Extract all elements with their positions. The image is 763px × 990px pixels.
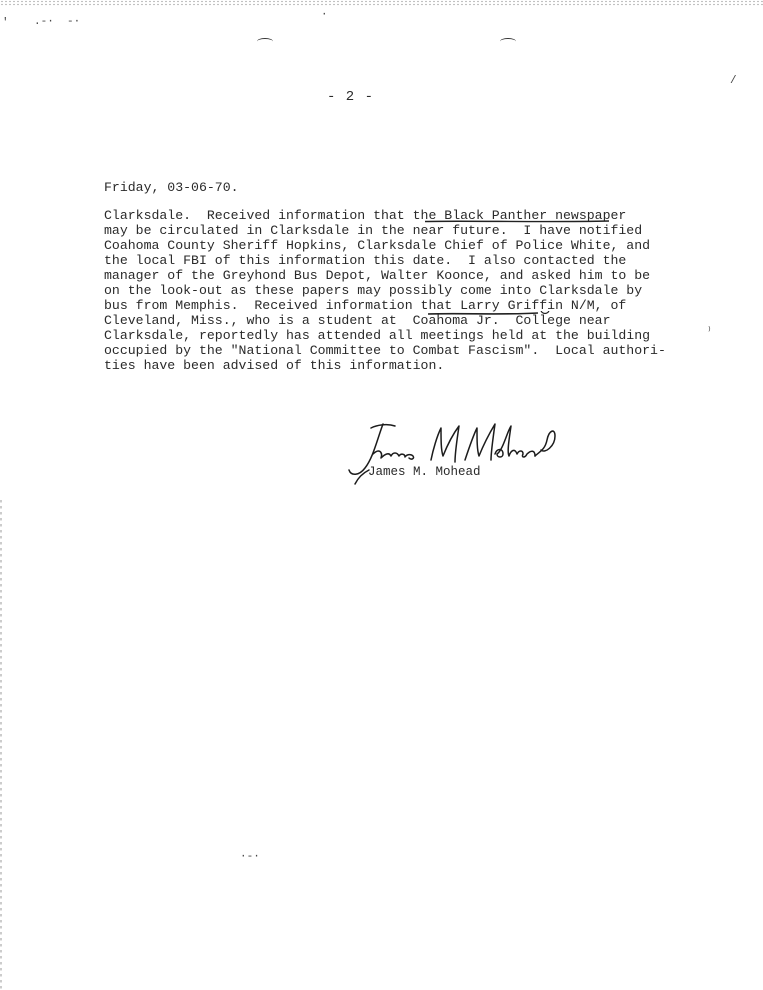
page-number: - 2 - xyxy=(327,89,375,105)
paragraph-line: Clarksdale, reportedly has attended all meetings held at the building xyxy=(104,328,651,343)
punch-hole-mark xyxy=(500,38,516,45)
paragraph-line: ties have been advised of this information. xyxy=(104,358,445,373)
scan-speck: -· xyxy=(67,16,81,28)
paragraph-line: manager of the Greyhond Bus Depot, Walter Koonce, and asked him to be xyxy=(104,268,651,283)
scan-speck: .-· xyxy=(34,16,54,28)
punch-hole-mark xyxy=(257,38,273,45)
paragraph-line: the local FBI of this information this date. I also contacted the xyxy=(104,253,627,268)
scan-edge-noise xyxy=(0,500,2,990)
paragraph-line: Coahoma County Sheriff Hopkins, Clarksdale Chief of Police White, and xyxy=(104,238,651,253)
handwritten-underline xyxy=(428,311,552,317)
paragraph-line: may be circulated in Clarksdale in the near future. I have notified xyxy=(104,223,643,238)
date-heading: Friday, 03-06-70. xyxy=(104,180,239,195)
scan-speck: / xyxy=(730,75,737,87)
paragraph-line: occupied by the "National Committee to Combat Fascism". Local authori- xyxy=(104,343,666,358)
scan-speck: ' xyxy=(2,17,9,29)
paragraph-line: Clarksdale. Received information that the Black Panther newspaper xyxy=(104,208,627,223)
paragraph-line: bus from Memphis. Received information that Larry Griffin N/M, of xyxy=(104,298,627,313)
scan-speck: · xyxy=(321,9,328,21)
scan-speck: ·-· xyxy=(240,851,260,863)
scan-edge-noise xyxy=(0,0,763,6)
paragraph-line: Cleveland, Miss., who is a student at Coahoma Jr. College near xyxy=(104,313,611,328)
report-paragraph xyxy=(104,208,664,373)
typed-signature-name: James M. Mohead xyxy=(368,465,481,479)
paragraph-line: on the look-out as these papers may possibly come into Clarksdale by xyxy=(104,283,643,298)
scan-speck: ⁾ xyxy=(706,326,713,338)
handwritten-underline xyxy=(425,220,609,223)
